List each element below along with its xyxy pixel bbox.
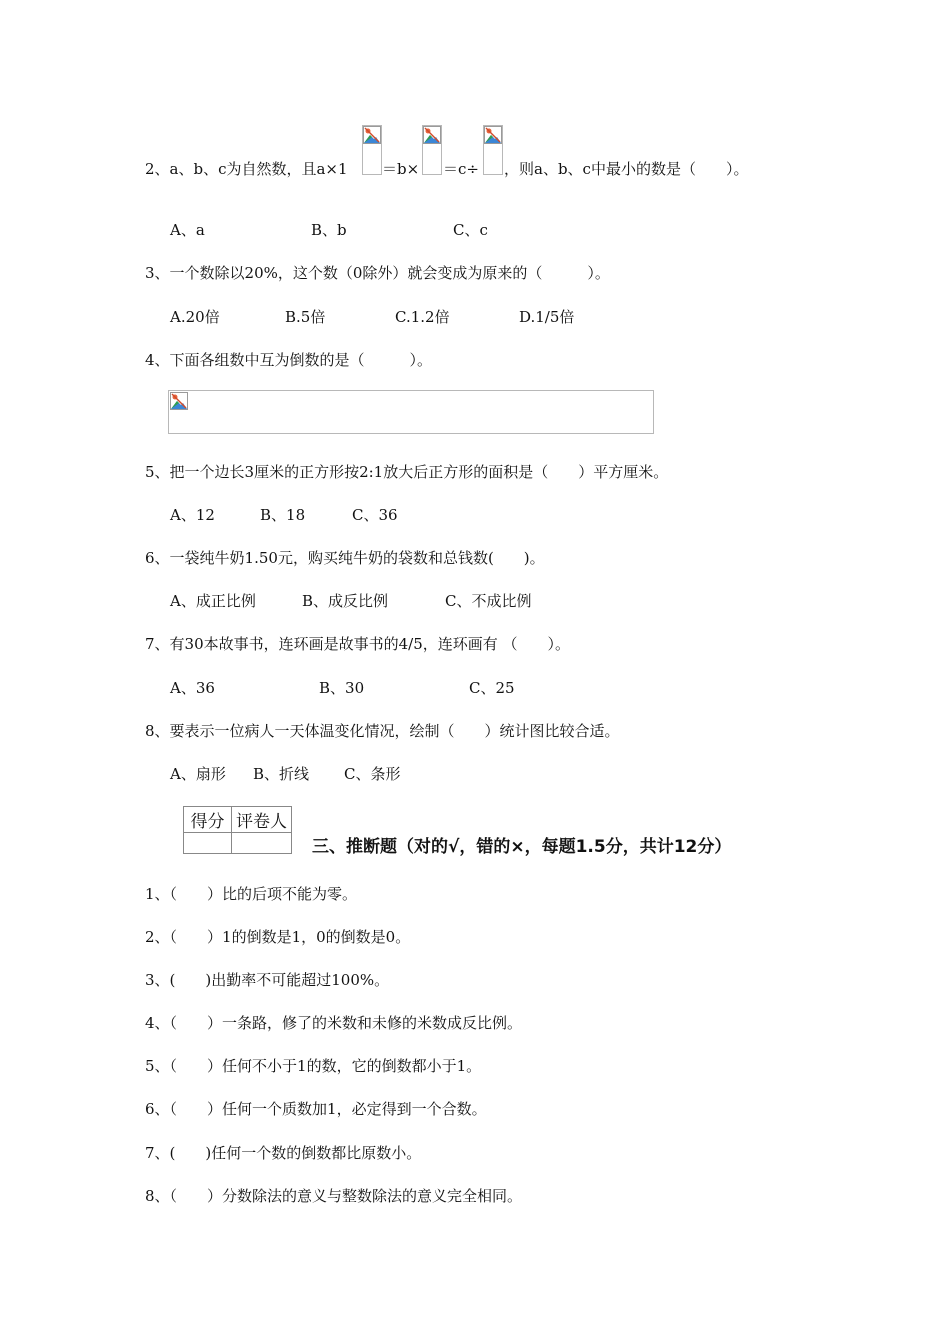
q8-option-a: A、扇形 [170,765,226,783]
judgement-item-3: 3、( )出勤率不可能超过100%。 [145,971,390,989]
image-icon [484,126,502,144]
q3-option-b: B.5倍 [285,308,326,326]
score-header: 得分 [184,807,232,833]
q8-option-c: C、条形 [344,765,401,783]
judgement-item-1: 1、（ ）比的后项不能为零。 [145,885,358,903]
judgement-item-4: 4、（ ）一条路，修了的米数和未修的米数成反比例。 [145,1014,523,1032]
image-icon [170,392,188,410]
grader-cell [232,833,292,854]
score-cell [184,833,232,854]
question-8: 8、要表示一位病人一天体温变化情况，绘制（ ）统计图比较合适。 [145,722,620,740]
judgement-item-6: 6、（ ）任何一个质数加1，必定得到一个合数。 [145,1100,487,1118]
image-icon [423,126,441,144]
q5-option-c: C、36 [352,506,398,524]
q7-option-c: C、25 [469,679,515,697]
question-2-prefix: 2、a、b、c为自然数，且a×1 [145,160,348,178]
q5-option-b: B、18 [260,506,306,524]
question-7: 7、有30本故事书，连环画是故事书的4/5，连环画有 （ ）。 [145,635,571,653]
q7-option-b: B、30 [319,679,365,697]
judgement-item-2: 2、（ ）1的倒数是1，0的倒数是0。 [145,928,411,946]
question-2-mid-2: ＝c÷ [443,160,479,178]
q2-option-a: A、a [170,221,205,239]
q8-option-b: B、折线 [253,765,310,783]
q3-option-a: A.20倍 [170,308,220,326]
image-icon [363,126,381,144]
q6-option-b: B、成反比例 [302,592,389,610]
broken-image-placeholder [483,125,503,175]
section-3-title: 三、推断题（对的√，错的×，每题1.5分，共计12分） [312,837,732,857]
question-5: 5、把一个边长3厘米的正方形按2:1放大后正方形的面积是（ ）平方厘米。 [145,463,669,481]
q6-option-a: A、成正比例 [170,592,256,610]
q3-option-c: C.1.2倍 [395,308,450,326]
question-3: 3、一个数除以20%，这个数（0除外）就会变成为原来的（ ）。 [145,264,610,282]
q5-option-a: A、12 [170,506,215,524]
q3-option-d: D.1/5倍 [519,308,575,326]
broken-image-placeholder [362,125,382,175]
question-6: 6、一袋纯牛奶1.50元，购买纯牛奶的袋数和总钱数( )。 [145,549,545,567]
broken-image-placeholder [422,125,442,175]
score-table [183,806,292,854]
q6-option-c: C、不成比例 [445,592,532,610]
judgement-item-8: 8、（ ）分数除法的意义与整数除法的意义完全相同。 [145,1187,523,1205]
judgement-item-7: 7、( )任何一个数的倒数都比原数小。 [145,1144,422,1162]
q7-option-a: A、36 [170,679,215,697]
q2-option-b: B、b [311,221,347,239]
question-2-suffix: ，则a、b、c中最小的数是（ ）。 [504,160,749,178]
judgement-item-5: 5、（ ）任何不小于1的数，它的倒数都小于1。 [145,1057,482,1075]
q2-option-c: C、c [453,221,488,239]
q4-image-box [168,390,654,434]
grader-header: 评卷人 [232,807,292,833]
question-4: 4、下面各组数中互为倒数的是（ ）。 [145,351,433,369]
question-2-mid-1: ＝b× [382,160,420,178]
